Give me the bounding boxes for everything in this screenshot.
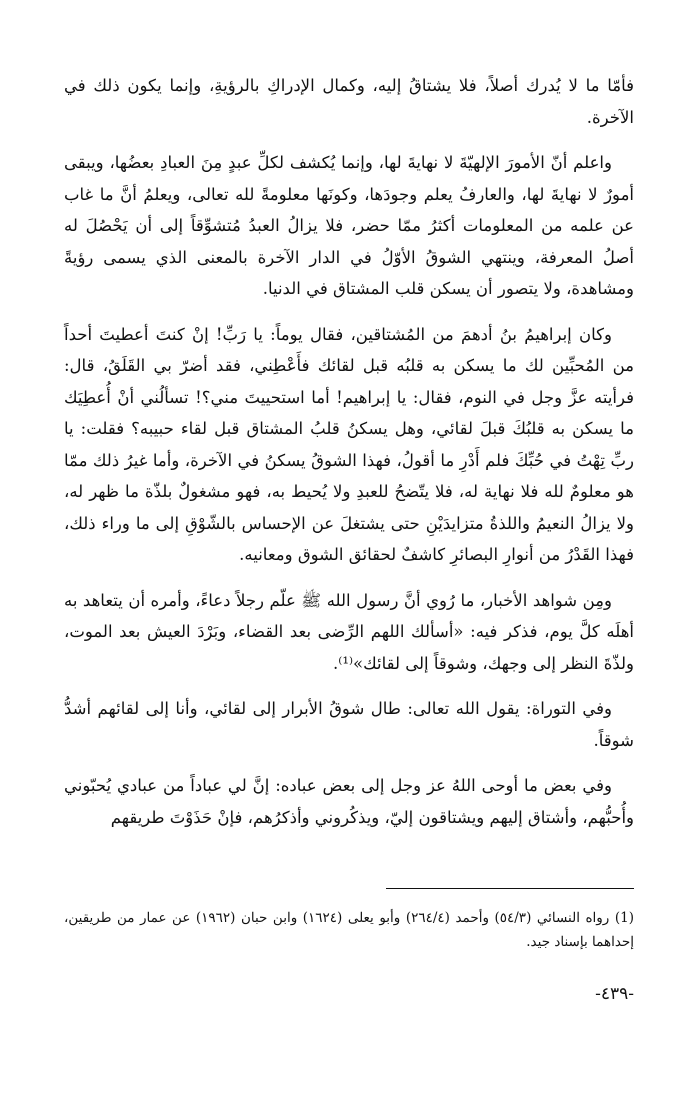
book-page xyxy=(64,70,634,1104)
paragraph-6: وفي بعض ما أوحى اللهُ عز وجل إلى بعض عباده: إنَّ لي عباداً من عبادي يُحبّوني وأُحبُّهم، وأشتاق إليهم ويشتاقون إليّ، ويذكُروني وأذكرُهم، فإنْ حَذَوْتَ طريقهم xyxy=(64,776,634,827)
page-number: -٤٣٩- xyxy=(595,984,634,1004)
paragraph-3: وكان إبراهيمُ بنُ أدهمَ من المُشتاقين، فقال يوماً: يا رَبِّ! إنْ كنتَ أعطيتَ أحداً من المُحبِّين لك ما يسكن به قلبُه قبل لقائك فأَعْطِني، فقد أضرّ بي القَلَقُ، قال: فرأيته عزَّ وجل في النوم، فقال: يا إبراهيم! أما استحييتَ مني؟! تسألُني أنْ أُعطِيَك ما يسكن به قلبُكَ قبلَ لقائي، وهل يسكنُ قلبُ المشتاق قبل لقاء حبيبه؟ فقلت: يا ربِّ تِهْتُ في حُبِّكَ فلم أَدْرِ ما أقولُ، فهذا الشوقُ يسكنُ في الآخرة، وأما غيرُ ذلك ممّا هو معلومٌ لله فلا نهاية له، فلا يتّضحُ للعبدِ ولا يُحيط به، فهو مشغولٌ بلذّة ما ظهر له، ولا يزالُ النعيمُ واللذةُ متزايدَيْنِ حتى يشتغلَ عن الإحساس بالشّوْقِ إلى ما وراء ذلك، فهذا القَدْرُ من أنوارِ البصائرِ كاشفٌ لحقائق الشوق ومعانيه. xyxy=(64,324,634,564)
footnote: (1) رواه النسائي (٥٤/٣) وأحمد (٢٦٤/٤) وأبو يعلى (١٦٢٤) وابن حبان (١٩٦٢) عن عمار من طريقين، إحداهما بإسناد جيد. xyxy=(64,910,634,950)
paragraph-5: وفي التوراة: يقول الله تعالى: طال شوقُ الأبرار إلى لقائي، وأنا إلى لقائهم أشدُّ شوقاً. xyxy=(64,699,634,750)
paragraph-1: فأمّا ما لا يُدرك أصلاً، فلا يشتاقُ إليه، وكمال الإدراكِ بالرؤيةِ، وإنما يكون ذلك في الآخرة. xyxy=(64,76,634,127)
paragraph-4: ومِن شواهد الأخبار، ما رُوي أنَّ رسول الله ﷺ علّم رجلاً دعاءً، وأمره أن يتعاهد به أهلَه كلَّ يوم، فذكر فيه: «أسألك اللهم الرِّضى بعد القضاء، وبَرْدَ العيش بعد الموت، ولذّةَ النظر إلى وجهك، وشوقاً إلى لقائك»⁽¹⁾. xyxy=(64,590,634,673)
footnote-divider xyxy=(386,888,634,889)
paragraph-2: واعلم أنّ الأمورَ الإلهيّةَ لا نهايةَ لها، وإنما يُكشف لكلِّ عبدٍ مِنَ العبادِ بعضُها، ويبقى أمورٌ لا نهايةَ لها، والعارفُ يعلم وجودَها، وكونَها معلومةً لله تعالى، ويعلمُ أنَّ ما غاب عن علمه من المعلومات أكثرُ ممّا حضر، فلا يزالُ العبدُ مُتشوِّقاً إلى أن يَحْصُلَ له أصلُ المعرفة، وينتهي الشوقُ الأوّلُ في الدار الآخرة بالمعنى الذي يسمى رؤيةً ومشاهدة، ولا يتصور أن يسكن قلب المشتاق في الدنيا. xyxy=(64,153,634,298)
